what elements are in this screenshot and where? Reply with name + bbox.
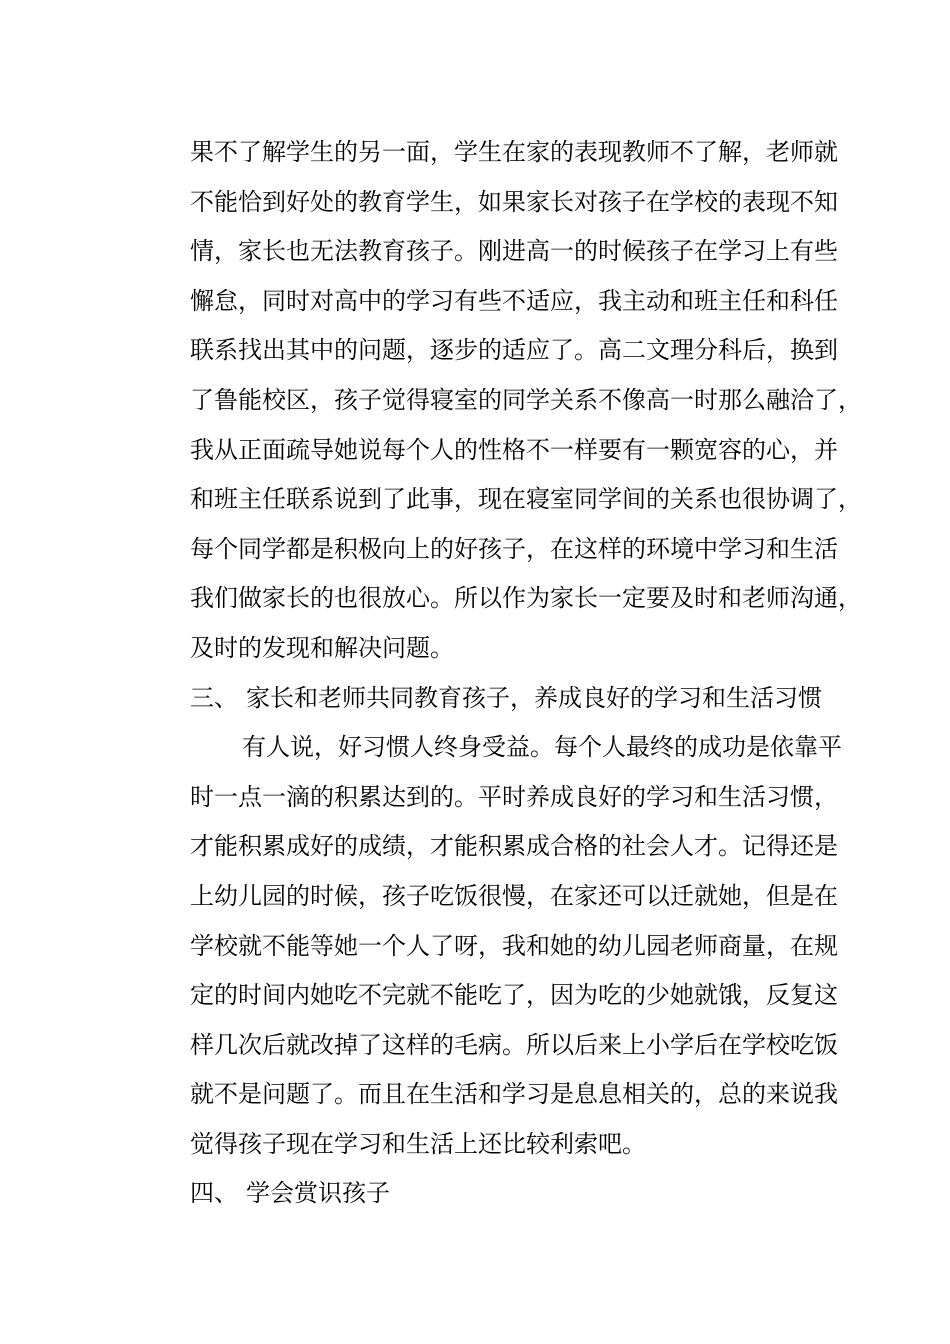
section-number: 三、 (190, 683, 238, 712)
paragraph-line: 每个同学都是积极向上的好孩子，在这样的环境中学习和生活 (190, 534, 838, 563)
paragraph-parent-teacher-communication (190, 128, 862, 674)
section-heading-4 (190, 1169, 830, 1219)
paragraph-line: 就不是问题了。而且在生活和学习是息息相关的，总的来说我 (190, 1080, 838, 1109)
paragraph-line: 有人说，好习惯人终身受益。每个人最终的成功是依靠平 (242, 733, 842, 762)
paragraph-line: 情，家长也无法教育孩子。刚进高一的时候孩子在学习上有些 (190, 237, 838, 266)
paragraph-good-habits (190, 723, 842, 1169)
paragraph-line: 时一点一滴的积累达到的。平时养成良好的学习和生活习惯， (190, 782, 838, 811)
paragraph-line: 果不了解学生的另一面，学生在家的表现教师不了解，老师就 (190, 138, 838, 166)
section-title: 家长和老师共同教育孩子，养成良好的学习和生活习惯 (246, 683, 822, 712)
section-number: 四、 (190, 1179, 238, 1208)
paragraph-line: 才能积累成好的成绩，才能积累成合格的社会人才。记得还是 (190, 832, 838, 861)
paragraph-line: 我们做家长的也很放心。所以作为家长一定要及时和老师沟通， (190, 584, 862, 613)
paragraph-line: 懈怠，同时对高中的学习有些不适应，我主动和班主任和科任 (190, 286, 838, 315)
paragraph-line: 和班主任联系说到了此事，现在寝室同学间的关系也很协调了， (190, 485, 862, 514)
section-title: 学会赏识孩子 (246, 1179, 390, 1208)
paragraph-line: 学校就不能等她一个人了呀，我和她的幼儿园老师商量，在规 (190, 931, 838, 960)
section-heading-3 (190, 674, 830, 724)
paragraph-line: 样几次后就改掉了这样的毛病。所以后来上小学后在学校吃饭 (190, 1030, 838, 1059)
paragraph-line: 觉得孩子现在学习和生活上还比较利索吧。 (190, 1129, 646, 1158)
paragraph-line: 及时的发现和解决问题。 (190, 633, 454, 662)
paragraph-line: 我从正面疏导她说每个人的性格不一样要有一颗宽容的心，并 (190, 435, 838, 464)
paragraph-line: 了鲁能校区，孩子觉得寝室的同学关系不像高一时那么融洽了， (190, 385, 862, 414)
paragraph-line: 定的时间内她吃不完就不能吃了，因为吃的少她就饿，反复这 (190, 981, 838, 1010)
paragraph-line: 上幼儿园的时候，孩子吃饭很慢，在家还可以迁就她，但是在 (190, 881, 838, 910)
paragraph-line: 不能恰到好处的教育学生，如果家长对孩子在学校的表现不知 (190, 187, 838, 216)
paragraph-line: 联系找出其中的问题，逐步的适应了。高二文理分科后，换到 (190, 336, 838, 365)
document-body (190, 128, 862, 1219)
